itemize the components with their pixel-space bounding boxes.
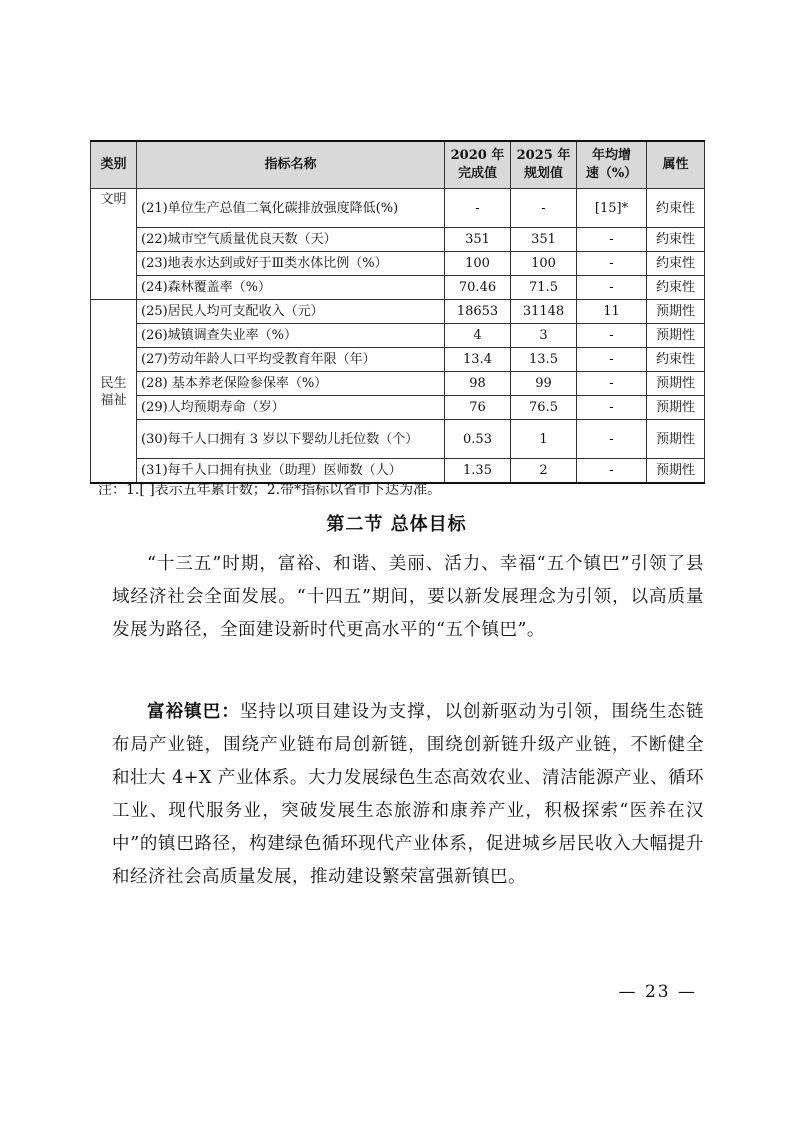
annual-growth: - [577,396,647,420]
indicator-name: (21)单位生产总值二氧化碳排放强度降低(%) [137,189,445,228]
value-2020: 0.53 [445,420,511,459]
table-row [91,348,705,372]
table-row [91,396,705,420]
attribute: 约束性 [647,348,705,372]
annual-growth: - [577,459,647,484]
annual-growth: - [577,228,647,252]
table-row [91,372,705,396]
paragraph-body: 坚持以项目建设为支撑，以创新驱动为引领，围绕生态链布局产业链，围绕产业链布局创新链，围绕创新链升级产业链，不断健全和壮大 4+X 产业体系。大力发展绿色生态高效农业、清洁能源产业、循环工业、现代服务业，突破发展生态旅游和康养产业，积极探索“医养在汉中”的镇巴路径，构建绿色循环现代产业体系，促进城乡居民收入大幅提升和经济社会高质量发展，推动建设繁荣富强新镇巴。 [112,702,705,887]
header-indicator-name: 指标名称 [137,141,445,189]
value-2025: 99 [511,372,577,396]
indicator-name: (24)森林覆盖率（%） [137,276,445,300]
value-2020: 351 [445,228,511,252]
annual-growth: - [577,372,647,396]
value-2020: 4 [445,324,511,348]
annual-growth: - [577,276,647,300]
paragraph-intro: “十三五”时期，富裕、和谐、美丽、活力、幸福“五个镇巴”引领了县域经济社会全面发展。“十四五”期间，要以新发展理念为引领，以高质量发展为路径，全面建设新时代更高水平的“五个镇巴”。 [112,554,704,640]
page-number: — 23 — [618,982,697,1002]
category-cell: 民生 福祉 [91,300,137,484]
annual-growth: - [577,252,647,276]
indicator-name: (25)居民人均可支配收入（元） [137,300,445,324]
table-row [91,300,705,324]
attribute: 预期性 [647,300,705,324]
table-note: 注：1.[ ]表示五年累计数；2.带*指标以省市下达为准。 [98,482,442,498]
indicator-name: (30)每千人口拥有 3 岁以下婴幼儿托位数（个） [137,420,445,459]
annual-growth: [15]* [577,189,647,228]
annual-growth: - [577,324,647,348]
value-2020: 76 [445,396,511,420]
indicator-name: (28) 基本养老保险参保率（%） [137,372,445,396]
header-category: 类别 [91,141,137,189]
value-2020: 70.46 [445,276,511,300]
annual-growth: - [577,420,647,459]
value-2020: 100 [445,252,511,276]
value-2020: 18653 [445,300,511,324]
table-row [91,189,705,228]
table-row [91,324,705,348]
attribute: 预期性 [647,372,705,396]
value-2025: 13.5 [511,348,577,372]
header-annual-growth: 年均增 速（%） [577,141,647,189]
value-2025: 31148 [511,300,577,324]
annual-growth: 11 [577,300,647,324]
paragraph-lead: 富裕镇巴： [147,702,240,722]
value-2025: 71.5 [511,276,577,300]
category-cell: 文明 [91,189,137,300]
indicator-name: (31)每千人口拥有执业（助理）医师数（人） [137,459,445,484]
header-2020-value: 2020 年 完成值 [445,141,511,189]
value-2020: 13.4 [445,348,511,372]
table-row [91,228,705,252]
value-2025: 100 [511,252,577,276]
paragraph-prosperous-zhenba [112,696,704,894]
value-2020: 1.35 [445,459,511,484]
value-2020: 98 [445,372,511,396]
value-2025: - [511,189,577,228]
value-2025: 351 [511,228,577,252]
attribute: 预期性 [647,420,705,459]
value-2020: - [445,189,511,228]
attribute: 约束性 [647,252,705,276]
table-row [91,252,705,276]
value-2025: 2 [511,459,577,484]
value-2025: 1 [511,420,577,459]
table-row [91,420,705,459]
value-2025: 76.5 [511,396,577,420]
attribute: 约束性 [647,276,705,300]
attribute: 约束性 [647,189,705,228]
indicator-name: (27)劳动年龄人口平均受教育年限（年） [137,348,445,372]
section-title: 第二节 总体目标 [326,514,467,535]
table-header-row [91,141,705,189]
indicator-table [90,140,705,484]
attribute: 预期性 [647,396,705,420]
value-2025: 3 [511,324,577,348]
attribute: 约束性 [647,228,705,252]
attribute: 预期性 [647,459,705,484]
indicator-name: (22)城市空气质量优良天数（天） [137,228,445,252]
table-row [91,276,705,300]
attribute: 预期性 [647,324,705,348]
header-attribute: 属性 [647,141,705,189]
indicator-name: (29)人均预期寿命（岁） [137,396,445,420]
header-2025-value: 2025 年 规划值 [511,141,577,189]
indicator-name: (23)地表水达到或好于Ⅲ类水体比例（%） [137,252,445,276]
indicator-name: (26)城镇调查失业率（%） [137,324,445,348]
annual-growth: - [577,348,647,372]
